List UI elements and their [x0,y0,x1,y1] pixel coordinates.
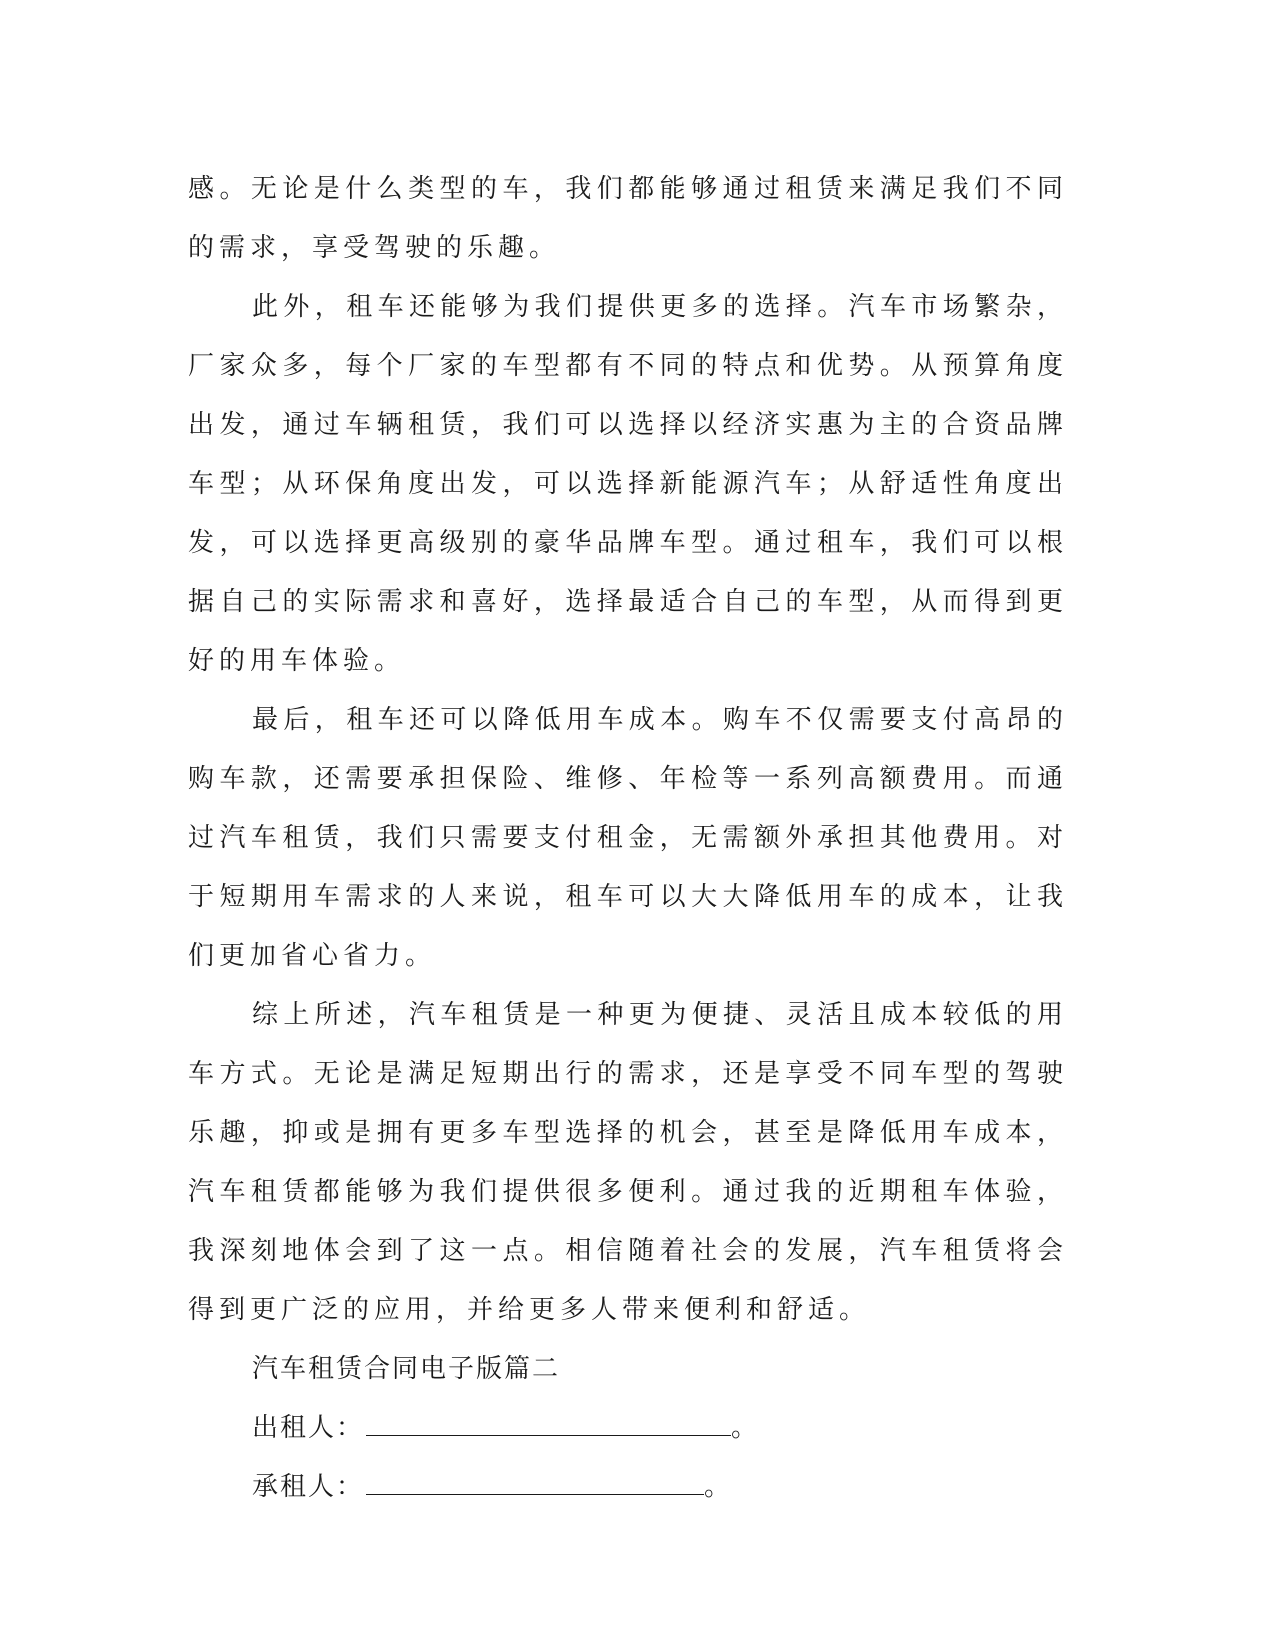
lessee-field [188,1458,1068,1517]
lessor-blank-line[interactable] [366,1405,731,1436]
lessor-label: 出租人： [252,1413,365,1443]
paragraph-continuation: 感。无论是什么类型的车，我们都能够通过租赁来满足我们不同的需求，享受驾驶的乐趣。 [188,174,1068,263]
document-body [188,160,1068,1517]
lessor-field [188,1399,1068,1458]
lessor-field-end: 。 [731,1413,760,1443]
lessee-blank-line[interactable] [366,1464,704,1495]
paragraph-lower-cost: 最后，租车还可以降低用车成本。购车不仅需要支付高昂的购车款，还需要承担保险、维修、年检等一系列高额费用。而通过汽车租赁，我们只需要支付租金，无需额外承担其他费用。对于短期用车需求的人来说，租车可以大大降低用车的成本，让我们更加省心省力。 [188,705,1068,971]
lessee-field-end: 。 [704,1472,733,1502]
paragraph-more-choices: 此外，租车还能够为我们提供更多的选择。汽车市场繁杂，厂家众多，每个厂家的车型都有不同的特点和优势。从预算角度出发，通过车辆租赁，我们可以选择以经济实惠为主的合资品牌车型；从环保角度出发，可以选择新能源汽车；从舒适性角度出发，可以选择更高级别的豪华品牌车型。通过租车，我们可以根据自己的实际需求和喜好，选择最适合自己的车型，从而得到更好的用车体验。 [188,292,1068,676]
section-title: 汽车租赁合同电子版篇二 [252,1354,561,1384]
lessee-label: 承租人： [252,1472,365,1502]
paragraph-conclusion: 综上所述，汽车租赁是一种更为便捷、灵活且成本较低的用车方式。无论是满足短期出行的需求，还是享受不同车型的驾驶乐趣，抑或是拥有更多车型选择的机会，甚至是降低用车成本，汽车租赁都能够为我们提供很多便利。通过我的近期租车体验，我深刻地体会到了这一点。相信随着社会的发展，汽车租赁将会得到更广泛的应用，并给更多人带来便利和舒适。 [188,1000,1068,1325]
